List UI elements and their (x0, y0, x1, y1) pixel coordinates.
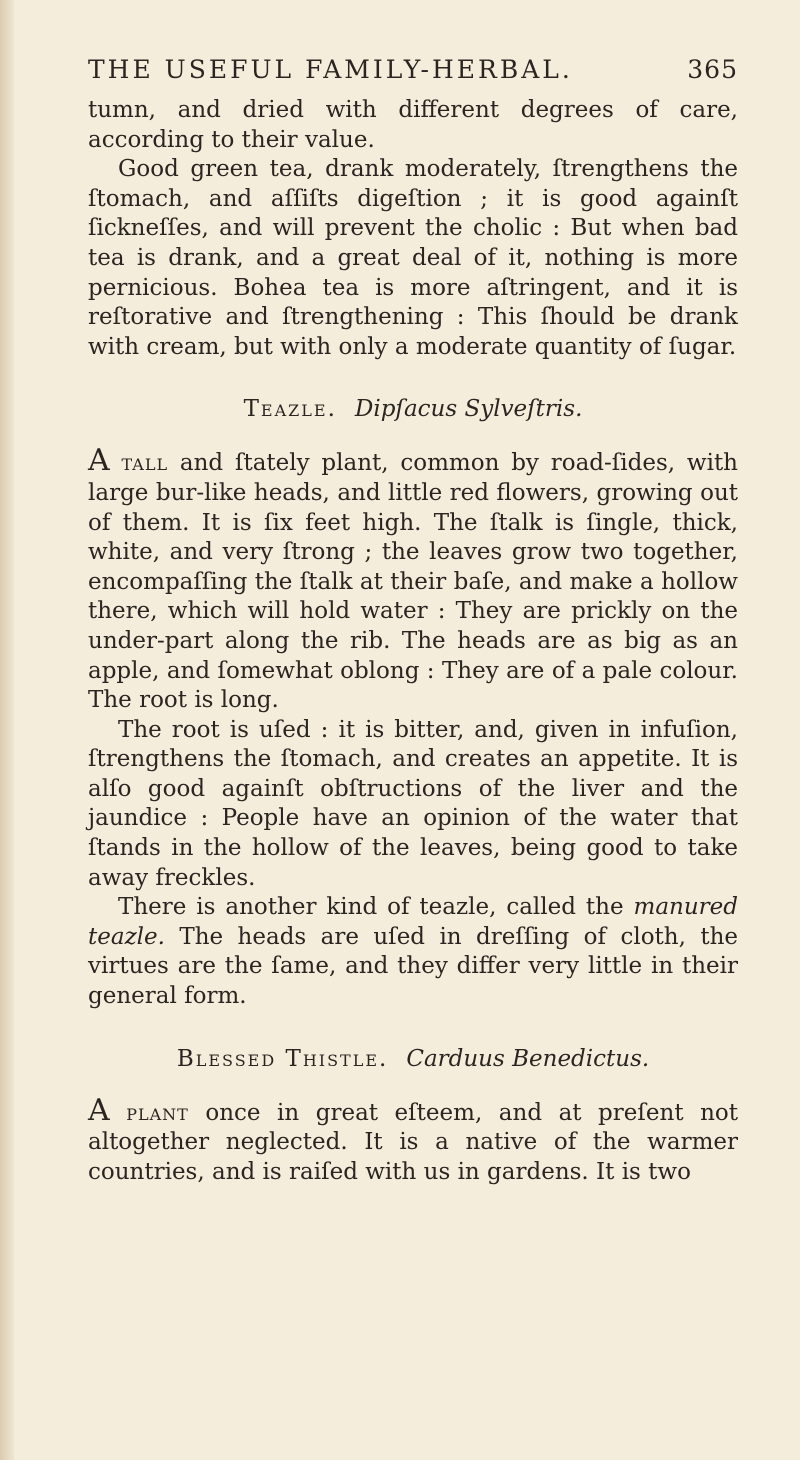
teazle-dropcap: A (88, 443, 110, 479)
blessed-thistle-heading-name: Blessed Thistle. (176, 1045, 389, 1072)
teazle-heading-name: Teazle. (243, 396, 337, 423)
page-number: 365 (687, 55, 738, 84)
blessed-thistle-heading-latin: Carduus Benedictus. (406, 1045, 650, 1072)
teazle-uses-paragraph: The root is uſed : it is bitter, and, given in infuſion, ſtrengthens the ſtomach, and creates an appetite. It is alſo good againſt obſtructions of the liver and the jaundice : People have an opinion of the water that ſtands in the hollow of the leaves, being good to take away freckles. (88, 716, 738, 891)
teazle-description-text: and ſtately plant, common by road-ſides, with large bur-like heads, and little red flowers, growing out of them. It is ſix feet high. The ſtalk is ſingle, thick, white, and very ſtrong ; the leaves grow two together, encompaſſing the ſtalk at their baſe, and make a hollow there, which will hold water : They are prickly on the under-part along the rib. The heads are as big as an apple, and ſomewhat oblong : They are of a pale colour. The root is long. (88, 450, 738, 714)
running-header (88, 52, 738, 88)
teazle-manured-text-a: There is another kind of teazle, called the (118, 894, 634, 921)
teazle-heading-latin: Dipſacus Sylveſtris. (354, 396, 583, 423)
header-title: THE USEFUL FAMILY-HERBAL. (88, 55, 573, 84)
teazle-description-paragraph (88, 443, 738, 715)
blessed-thistle-lead-word: plant (126, 1099, 189, 1126)
intro-paragraph-continued: tumn, and dried with different degrees of care, according to their value. (88, 97, 738, 153)
page-binding-edge (0, 0, 14, 1460)
teazle-heading (88, 394, 738, 424)
blessed-thistle-dropcap: A (88, 1092, 110, 1128)
blessed-thistle-heading (88, 1044, 738, 1074)
teazle-manured-paragraph (88, 893, 738, 1011)
teazle-manured-text-b: The heads are uſed in dreſſing of cloth, the virtues are the ſame, and they differ very little in their general form. (88, 923, 738, 1010)
teazle-manured-italic: manured teazle. (88, 894, 738, 950)
blessed-thistle-text: once in great eſteem, and at preſent not altogether neglected. It is a native of the warmer countries, and is raiſed with us in gardens. It is two (88, 1099, 738, 1185)
intro-paragraph-green-tea: Good green tea, drank moderately, ſtrengthens the ſtomach, and aſſiſts digeſtion ; it is good againſt ſickneſſes, and will prevent the cholic : But when bad tea is drank, and a great deal of it, nothing is more pernicious. Bohea tea is more aſtringent, and it is reſtorative and ſtrengthening : This ſhould be drank with cream, but with only a moderate quantity of ſugar. (88, 156, 738, 360)
teazle-lead-word: tall (121, 450, 169, 477)
book-page (88, 52, 738, 1187)
blessed-thistle-paragraph (88, 1092, 738, 1188)
